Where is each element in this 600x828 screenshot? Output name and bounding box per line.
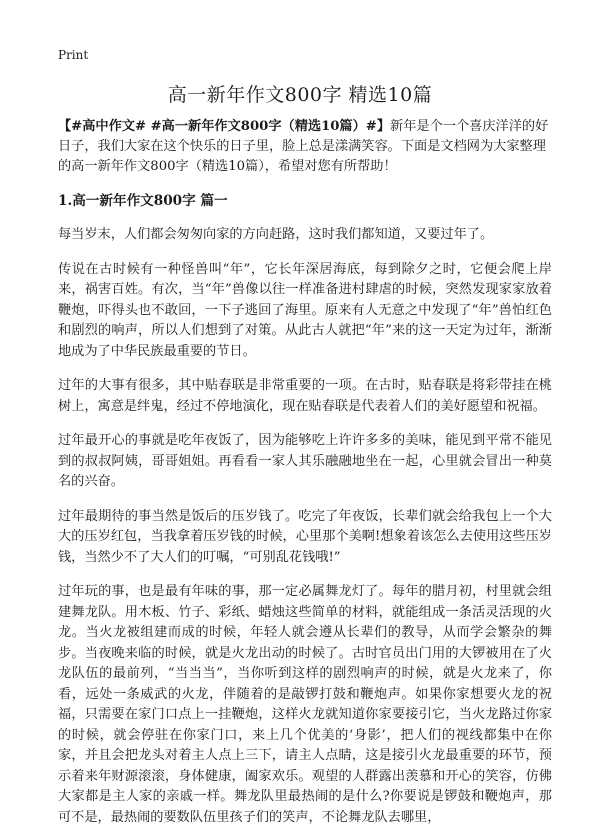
paragraph: 传说在古时候有一种怪兽叫“年”，它长年深居海底，每到除夕之时，它便会爬上岸来，祸害百姓。有次，当“年”兽像以往一样准备进村肆虐的时候，突然发现家家放着鞭炮，吓得头也不敢回，一下子逃回了海里。原来有人无意之中发现了“年”兽怕红色和剧烈的响声，所以人们想到了对策。从此古人就把“年”来的这一天定为过年，渐渐地成为了中华民族最重要的节日。 <box>58 261 552 359</box>
print-link[interactable]: Print <box>58 48 89 62</box>
paragraph: 过年玩的事，也是最有年味的事，那一定必属舞龙灯了。每年的腊月初，村里就会组建舞龙队。用木板、竹子、彩纸、蜡烛这些简单的材料，就能组成一条活灵活现的火龙。当火龙被组建而成的时候，年轻人就会遵从长辈们的教导，从而学会繁杂的舞步。当夜晚来临的时候，就是火龙出动的时候了。古时官员出门用的大锣被用在了火龙队伍的最前列，“当当当”，当你听到这样的剧烈响声的时候，就是火龙来了，你看，远处一条威武的火龙，伴随着的是敲锣打鼓和鞭炮声。如果你家想要火龙的祝福，只需要在家门口点上一挂鞭炮，这样火龙就知道你家要接引它，当火龙路过你家的时候，就会停驻在你家门口，来上几个优美的‘身影’，把人们的视线都集中在你家，并且会把龙头对着主人点上三下，请主人点睛，这是接引火龙最重要的环节，预示着来年财源滚滚，身体健康，阖家欢乐。观望的人群露出羡慕和开心的笑容，仿佛大家都是主人家的亲戚一样。舞龙队里最热闹的是什么?你要说是锣鼓和鞭炮声，那可不是，最热闹的要数队伍里孩子们的笑声，不论舞龙队去哪里， <box>58 584 552 825</box>
document-title: 高一新年作文800字 精选10篇 <box>167 84 433 106</box>
paragraph: 过年最开心的事就是吃年夜饭了，因为能够吃上许许多多的美味，能见到平常不能见到的叔叔阿姨，哥哥姐姐。再看看一家人其乐融融地坐在一起，心里就会冒出一种莫名的兴奋。 <box>58 433 552 489</box>
paragraph: 过年的大事有很多，其中贴春联是非常重要的一项。在古时，贴春联是将彩带挂在桃树上，寓意是绊鬼，经过不停地演化，现在贴春联是代表着人们的美好愿望和祝福。 <box>58 378 552 414</box>
section-heading: 1.高一新年作文800字 篇一 <box>58 193 228 209</box>
intro-paragraph <box>58 117 552 177</box>
intro-text: 新年是个一个喜庆洋洋的好日子，我们大家在这个快乐的日子里，脸上总是漾满笑容。下面是文档网为大家整理的高一新年作文800字（精选10篇），希望对您有所帮助！ <box>58 119 549 174</box>
paragraph: 过年最期待的事当然是饭后的压岁钱了。吃完了年夜饭，长辈们就会给我包上一个大大的压岁红包，当我拿着压岁钱的时候，心里那个美啊!想象着该怎么去使用这些压岁钱，当然少不了大人们的叮嘱，“可别乱花钱哦!” <box>58 508 552 565</box>
document-body <box>58 117 552 828</box>
paragraph: 每当岁末，人们都会匆匆向家的方向赶路，这时我们都知道，又要过年了。 <box>58 227 494 242</box>
intro-tag: 【#高中作文# #高一新年作文800字（精选10篇）#】 <box>58 119 391 134</box>
